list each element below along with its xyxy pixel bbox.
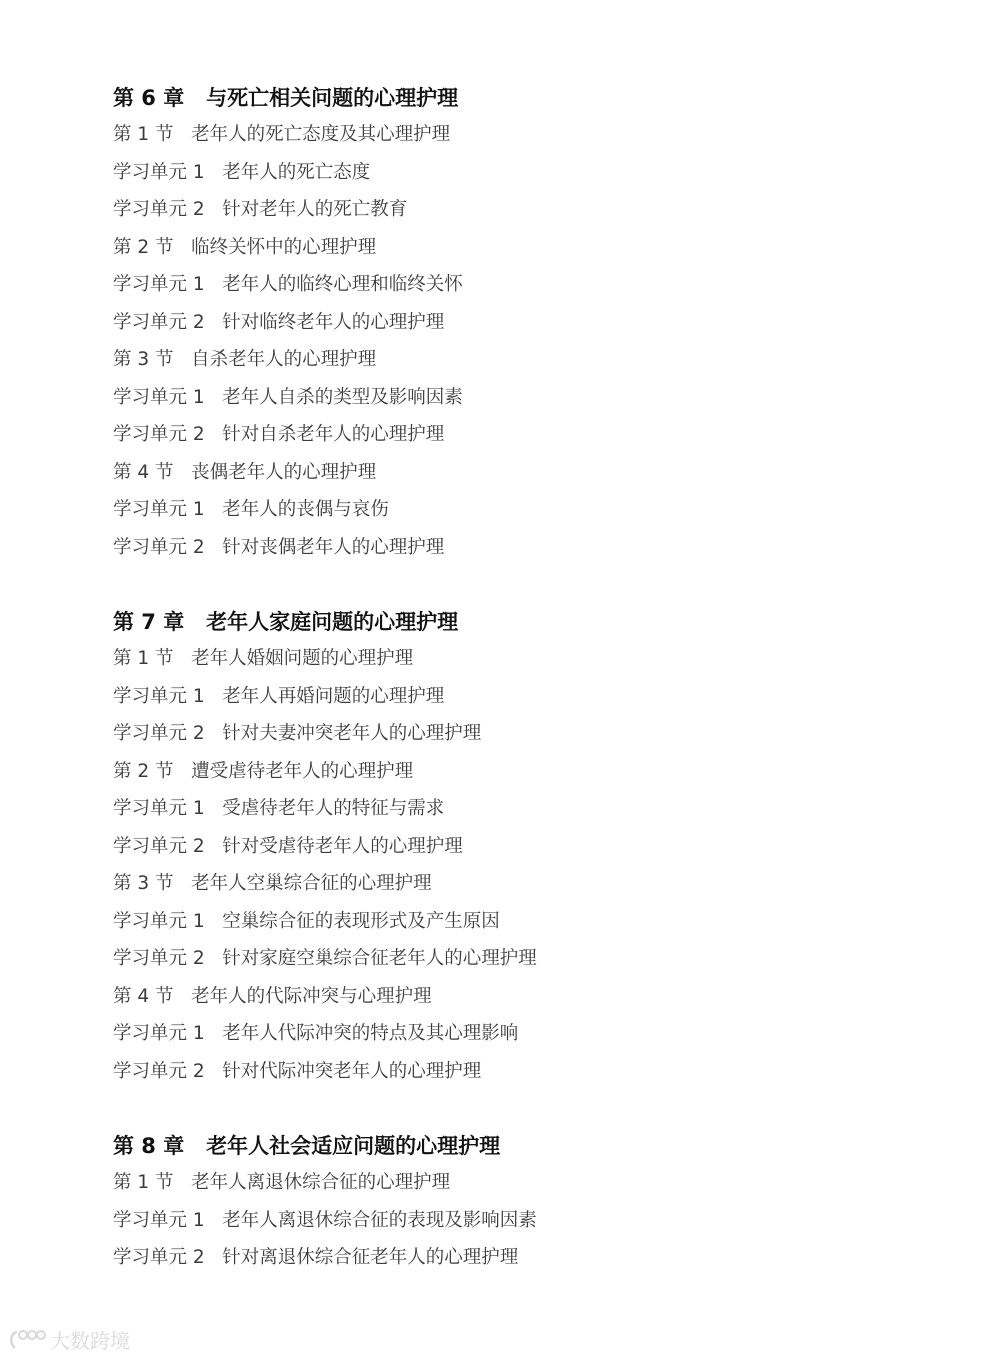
chapter-6 [113, 80, 933, 566]
unit-entry: 学习单元 1 老年人代际冲突的特点及其心理影响 [113, 1023, 519, 1044]
section-entry: 第 2 节 临终关怀中的心理护理 [113, 236, 377, 258]
chapter-8 [113, 1128, 933, 1277]
brand-logo-icon [8, 1327, 46, 1351]
unit-entry: 学习单元 2 针对自杀老年人的心理护理 [113, 424, 445, 445]
unit-entry: 学习单元 2 针对受虐待老年人的心理护理 [113, 835, 463, 857]
chapter-title: 第 8 章 老年人社会适应问题的心理护理 [113, 1134, 501, 1158]
unit-entry: 学习单元 2 针对夫妻冲突老年人的心理护理 [113, 723, 482, 744]
chapter-title: 第 7 章 老年人家庭问题的心理护理 [113, 610, 459, 634]
unit-entry: 学习单元 2 针对丧偶老年人的心理护理 [113, 536, 445, 558]
unit-entry: 学习单元 1 老年人再婚问题的心理护理 [113, 685, 445, 707]
unit-entry: 学习单元 1 老年人离退休综合征的表现及影响因素 [113, 1209, 537, 1231]
unit-entry: 学习单元 2 针对老年人的死亡教育 [113, 199, 408, 220]
section-entry: 第 4 节 老年人的代际冲突与心理护理 [113, 985, 432, 1007]
section-entry: 第 4 节 丧偶老年人的心理护理 [113, 461, 377, 483]
section-entry: 第 1 节 老年人离退休综合征的心理护理 [113, 1172, 451, 1193]
unit-entry: 学习单元 1 受虐待老年人的特征与需求 [113, 798, 445, 819]
unit-entry: 学习单元 2 针对代际冲突老年人的心理护理 [113, 1060, 482, 1082]
section-entry: 第 3 节 老年人空巢综合征的心理护理 [113, 873, 432, 894]
unit-entry: 学习单元 1 空巢综合征的表现形式及产生原因 [113, 910, 500, 932]
unit-entry: 学习单元 1 老年人自杀的类型及影响因素 [113, 386, 463, 408]
table-of-contents [113, 80, 933, 1315]
unit-entry: 学习单元 2 针对临终老年人的心理护理 [113, 311, 445, 333]
section-entry: 第 1 节 老年人婚姻问题的心理护理 [113, 648, 414, 669]
watermark-text: 大数跨境 [50, 1328, 130, 1353]
section-entry: 第 3 节 自杀老年人的心理护理 [113, 349, 377, 370]
chapter-7 [113, 604, 933, 1090]
section-entry: 第 2 节 遭受虐待老年人的心理护理 [113, 760, 414, 782]
section-entry: 第 1 节 老年人的死亡态度及其心理护理 [113, 124, 451, 145]
watermark [8, 1324, 130, 1354]
unit-entry: 学习单元 1 老年人的丧偶与哀伤 [113, 499, 389, 520]
unit-entry: 学习单元 2 针对离退休综合征老年人的心理护理 [113, 1247, 519, 1268]
unit-entry: 学习单元 1 老年人的死亡态度 [113, 161, 371, 183]
unit-entry: 学习单元 2 针对家庭空巢综合征老年人的心理护理 [113, 948, 537, 969]
unit-entry: 学习单元 1 老年人的临终心理和临终关怀 [113, 274, 463, 295]
chapter-title: 第 6 章 与死亡相关问题的心理护理 [113, 86, 459, 110]
